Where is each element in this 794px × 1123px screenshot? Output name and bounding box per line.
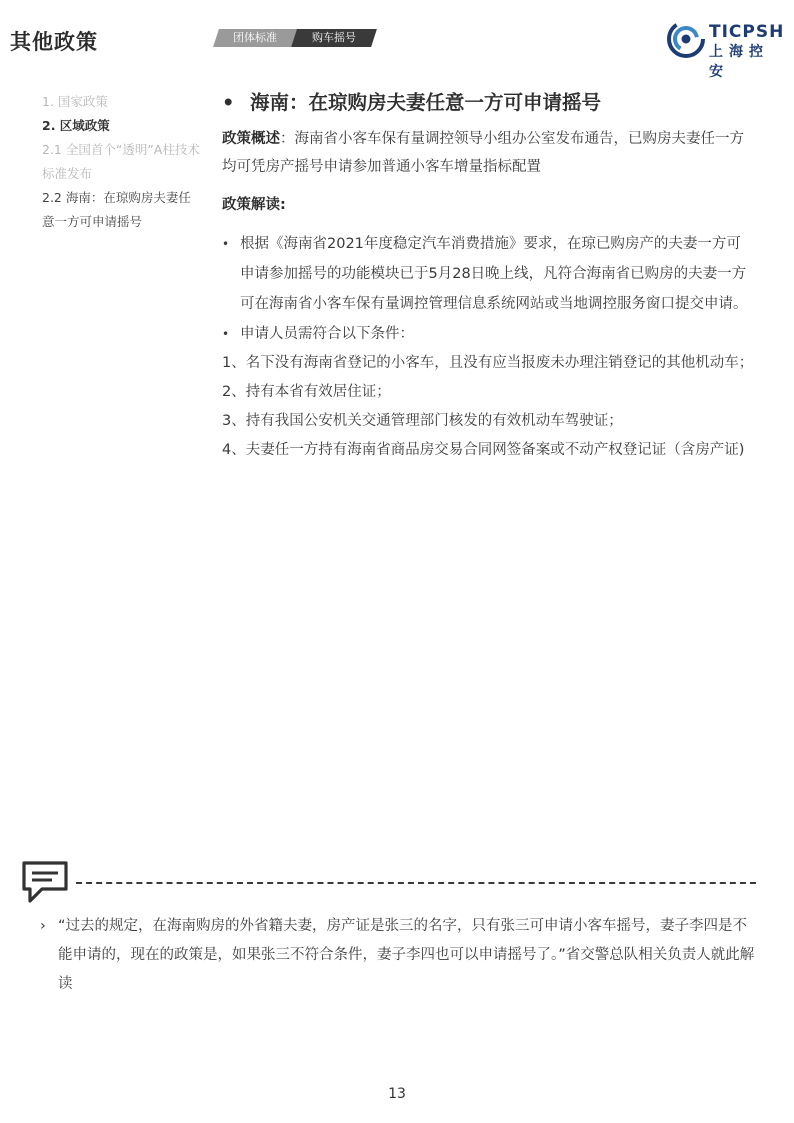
list-item [222, 319, 755, 349]
tab-car-lottery[interactable] [291, 29, 377, 47]
condition-item: 3、持有我国公安机关交通管理部门核发的有效机动车驾驶证； [222, 413, 623, 429]
quote-text: “过去的规定，在海南购房的外省籍夫妻，房产证是张三的名字，只有张三可申请小客车摇号，妻子李四是不能申请的，现在的政策是，如果张三不符合条件，妻子李四也可以申请摇号了。”省交警总队相关负责人就此解读 [58, 918, 755, 992]
company-logo [667, 20, 785, 80]
list-item-text: 申请人员需符合以下条件： [240, 326, 414, 342]
condition-item: 1、名下没有海南省登记的小客车，且没有应当报废未办理注销登记的其他机动车； [222, 355, 754, 371]
logo-text-en: TICPSH [709, 22, 785, 42]
condition-item: 4、夫妻任一方持有海南省商品房交易合同网签备案或不动产权登记证（含房产证) [222, 442, 745, 458]
toc-item-hainan-lottery[interactable]: 2.2 海南：在琼购房夫妻任意一方可申请摇号 [42, 190, 191, 229]
policy-overview [222, 125, 755, 181]
page-title: 其他政策 [10, 30, 98, 54]
main-content [222, 88, 755, 465]
list-item [222, 229, 755, 319]
list-item-text: 根据《海南省2021年度稳定汽车消费措施》要求，在琼已购房产的夫妻一方可申请参加摇号的功能模块已于5月28日晚上线，凡符合海南省已购房的夫妻一方可在海南省小客车保有量调控管理信息系统网站或当地调控服务窗口提交申请。 [240, 236, 748, 312]
heading-bullet: • [222, 91, 235, 114]
comment-icon [20, 859, 70, 905]
toc-item-national-policy[interactable]: 1. 国家政策 [42, 94, 108, 109]
overview-text: ：海南省小客车保有量调控领导小组办公室发布通告，已购房夫妻任一方均可凭房产摇号申请参加普通小客车增量指标配置 [222, 131, 744, 175]
tab-label: 购车摇号 [312, 31, 356, 44]
toc-item-regional-policy[interactable]: 2. 区域政策 [42, 118, 110, 133]
logo-swirl-icon [667, 20, 705, 58]
logo-text-zh: 上海控安 [709, 44, 769, 80]
list-bullet: • [222, 237, 230, 251]
condition-item: 2、持有本省有效居住证； [222, 384, 391, 400]
heading-text: 海南：在琼购房夫妻任意一方可申请摇号 [250, 91, 602, 114]
table-of-contents [42, 90, 202, 234]
page-number: 13 [388, 1086, 406, 1102]
comment-quote [40, 912, 756, 999]
tab-group-standard[interactable] [213, 29, 297, 47]
list-bullet: • [222, 327, 230, 341]
section-heading [222, 88, 755, 118]
interpret-heading: 政策解读: [222, 197, 286, 213]
toc-item-a-pillar-standard[interactable]: 2.1 全国首个“透明”A柱技术标准发布 [42, 142, 200, 181]
chevron-right-icon: › [40, 918, 46, 934]
tab-label: 团体标准 [233, 31, 277, 44]
dashed-divider [76, 882, 756, 884]
overview-label: 政策概述 [222, 131, 280, 147]
